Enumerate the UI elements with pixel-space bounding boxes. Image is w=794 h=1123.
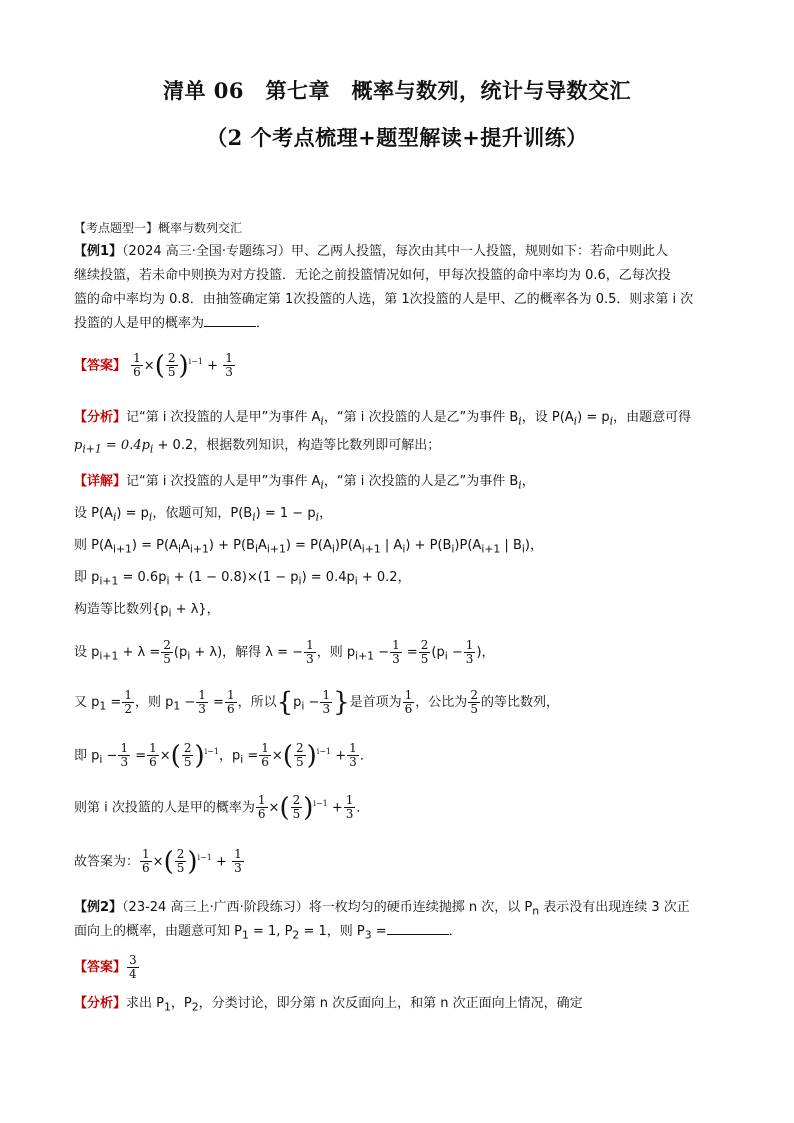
example1-analysis-2: $p_{i+1} = 0.4p_i + 0.2$，根据数列知识，构造等比数列即可解出；: [74, 438, 441, 456]
example2-answer: 【答案】 $\frac{3}{4}$: [74, 953, 137, 981]
example2-analysis: 【分析】求出 $P_1$，$P_2$，分类讨论，即分第 n 次反面向上，和第 n 次正面向上情况，确定: [74, 996, 583, 1014]
example1-answer: 【答案】 $\frac{1}{6}$ ×( $\frac{2}{5}$ )$^{i-1}$ + $\frac{1}{3}$: [74, 350, 233, 381]
example1-line4: 投篮的人是甲的概率为 ．: [74, 316, 270, 331]
example1-analysis-1: 【分析】记“第 i 次投篮的人是甲”为事件 $A_i$，“第 i 次投篮的人是乙”为事件 $B_i$，设 $P(A_i) = p_i$，由题意可得: [74, 410, 692, 428]
example2-line2: 面向上的概率，由题意可知 $P_1 = 1$, $P_2 = 1$，则 $P_3$ = ．: [74, 924, 462, 942]
example1-line3: 篮的命中率均为 0.8．由抽签确定第 1次投篮的人选，第 1次投篮的人是甲、乙的概率各为 0.5．则求第 i 次: [74, 292, 694, 307]
example2-line1: 【例2】（23-24 高三上·广西·阶段练习）将一枚均匀的硬币连续抛掷 n 次，以 $P_n$ 表示没有出现连续 3 次正: [74, 900, 690, 918]
example1-detail-1: 【详解】记“第 i 次投篮的人是甲”为事件 $A_i$，“第 i 次投篮的人是乙”为事件 $B_i$，: [74, 474, 535, 492]
example1-detail-8: 即 $p_i$ − $\frac{1}{3}$ = $\frac{1}{6}$ ×( $\frac{2}{5}$ )$^{i-1}$，$p_i$ = $\frac{1}{6}$ ×( $\frac{2}{5}$ )$^{i-1}$ + $\frac{1}{3}$ ．: [74, 740, 373, 771]
example1-line2: 继续投篮，若未命中则换为对方投篮．无论之前投篮情况如何，甲每次投篮的命中率均为 0.6，乙每次投: [74, 268, 671, 283]
example1-detail-2: 设 $P(A_i) = p_i$，依题可知，$P(B_i) = 1 - p_i$，: [74, 506, 333, 524]
section-heading: 【考点题型一】概率与数列交汇: [74, 221, 243, 235]
answer-blank: [204, 314, 256, 327]
example1-detail-3: 则 $P(A_{i+1}) = P(A_iA_{i+1}) + P(B_iA_{i+1}) = P(A_i)P(A_{i+1}$ | $A_i) + P(B_i)P(A_{i+1}$ | $B_i$)，: [74, 538, 543, 556]
example1-line1: 【例1】（2024 高三·全国·专题练习）甲、乙两人投篮，每次由其中一人投篮，规则如下：若命中则此人: [74, 244, 669, 259]
answer-blank: [387, 922, 449, 935]
example1-detail-6: 设 $p_{i+1} + \lambda$ = $\frac{2}{5}$ $(p_i + \lambda)$，解得 λ = − $\frac{1}{3}$ ，则 $p_{i+1}$ − $\frac{1}{3}$ = $\frac{2}{5}$ ($p_i$ − $\frac{1}{3}$ )，: [74, 638, 495, 666]
page-subtitle: （2 个考点梳理+题型解读+提升训练）: [206, 125, 588, 150]
example1-detail-5: 构造等比数列$\{p_i + \lambda\}$，: [74, 602, 220, 620]
example1-detail-7: 又 $p_1$ = $\frac{1}{2}$ ，则 $p_1$ − $\frac{1}{3}$ = $\frac{1}{6}$ ，所以{$p_i$ − $\frac{1}{3}$ }是首项为 $\frac{1}{6}$ ，公比为 $\frac{2}{5}$ 的等比数列，: [74, 687, 559, 718]
example1-detail-4: 即 $p_{i+1} = 0.6p_i + (1 - 0.8)\times(1 - p_i) = 0.4p_i + 0.2$，: [74, 570, 411, 588]
example1-detail-9: 则第 i 次投篮的人是甲的概率为 $\frac{1}{6}$ ×( $\frac{2}{5}$ )$^{i-1}$ + $\frac{1}{3}$ ．: [74, 792, 370, 823]
page-title: 清单 06 第七章 概率与数列，统计与导数交汇: [162, 78, 632, 103]
example1-final-answer: 故答案为： $\frac{1}{6}$ ×( $\frac{2}{5}$ )$^{i-1}$ + $\frac{1}{3}$: [74, 846, 242, 877]
